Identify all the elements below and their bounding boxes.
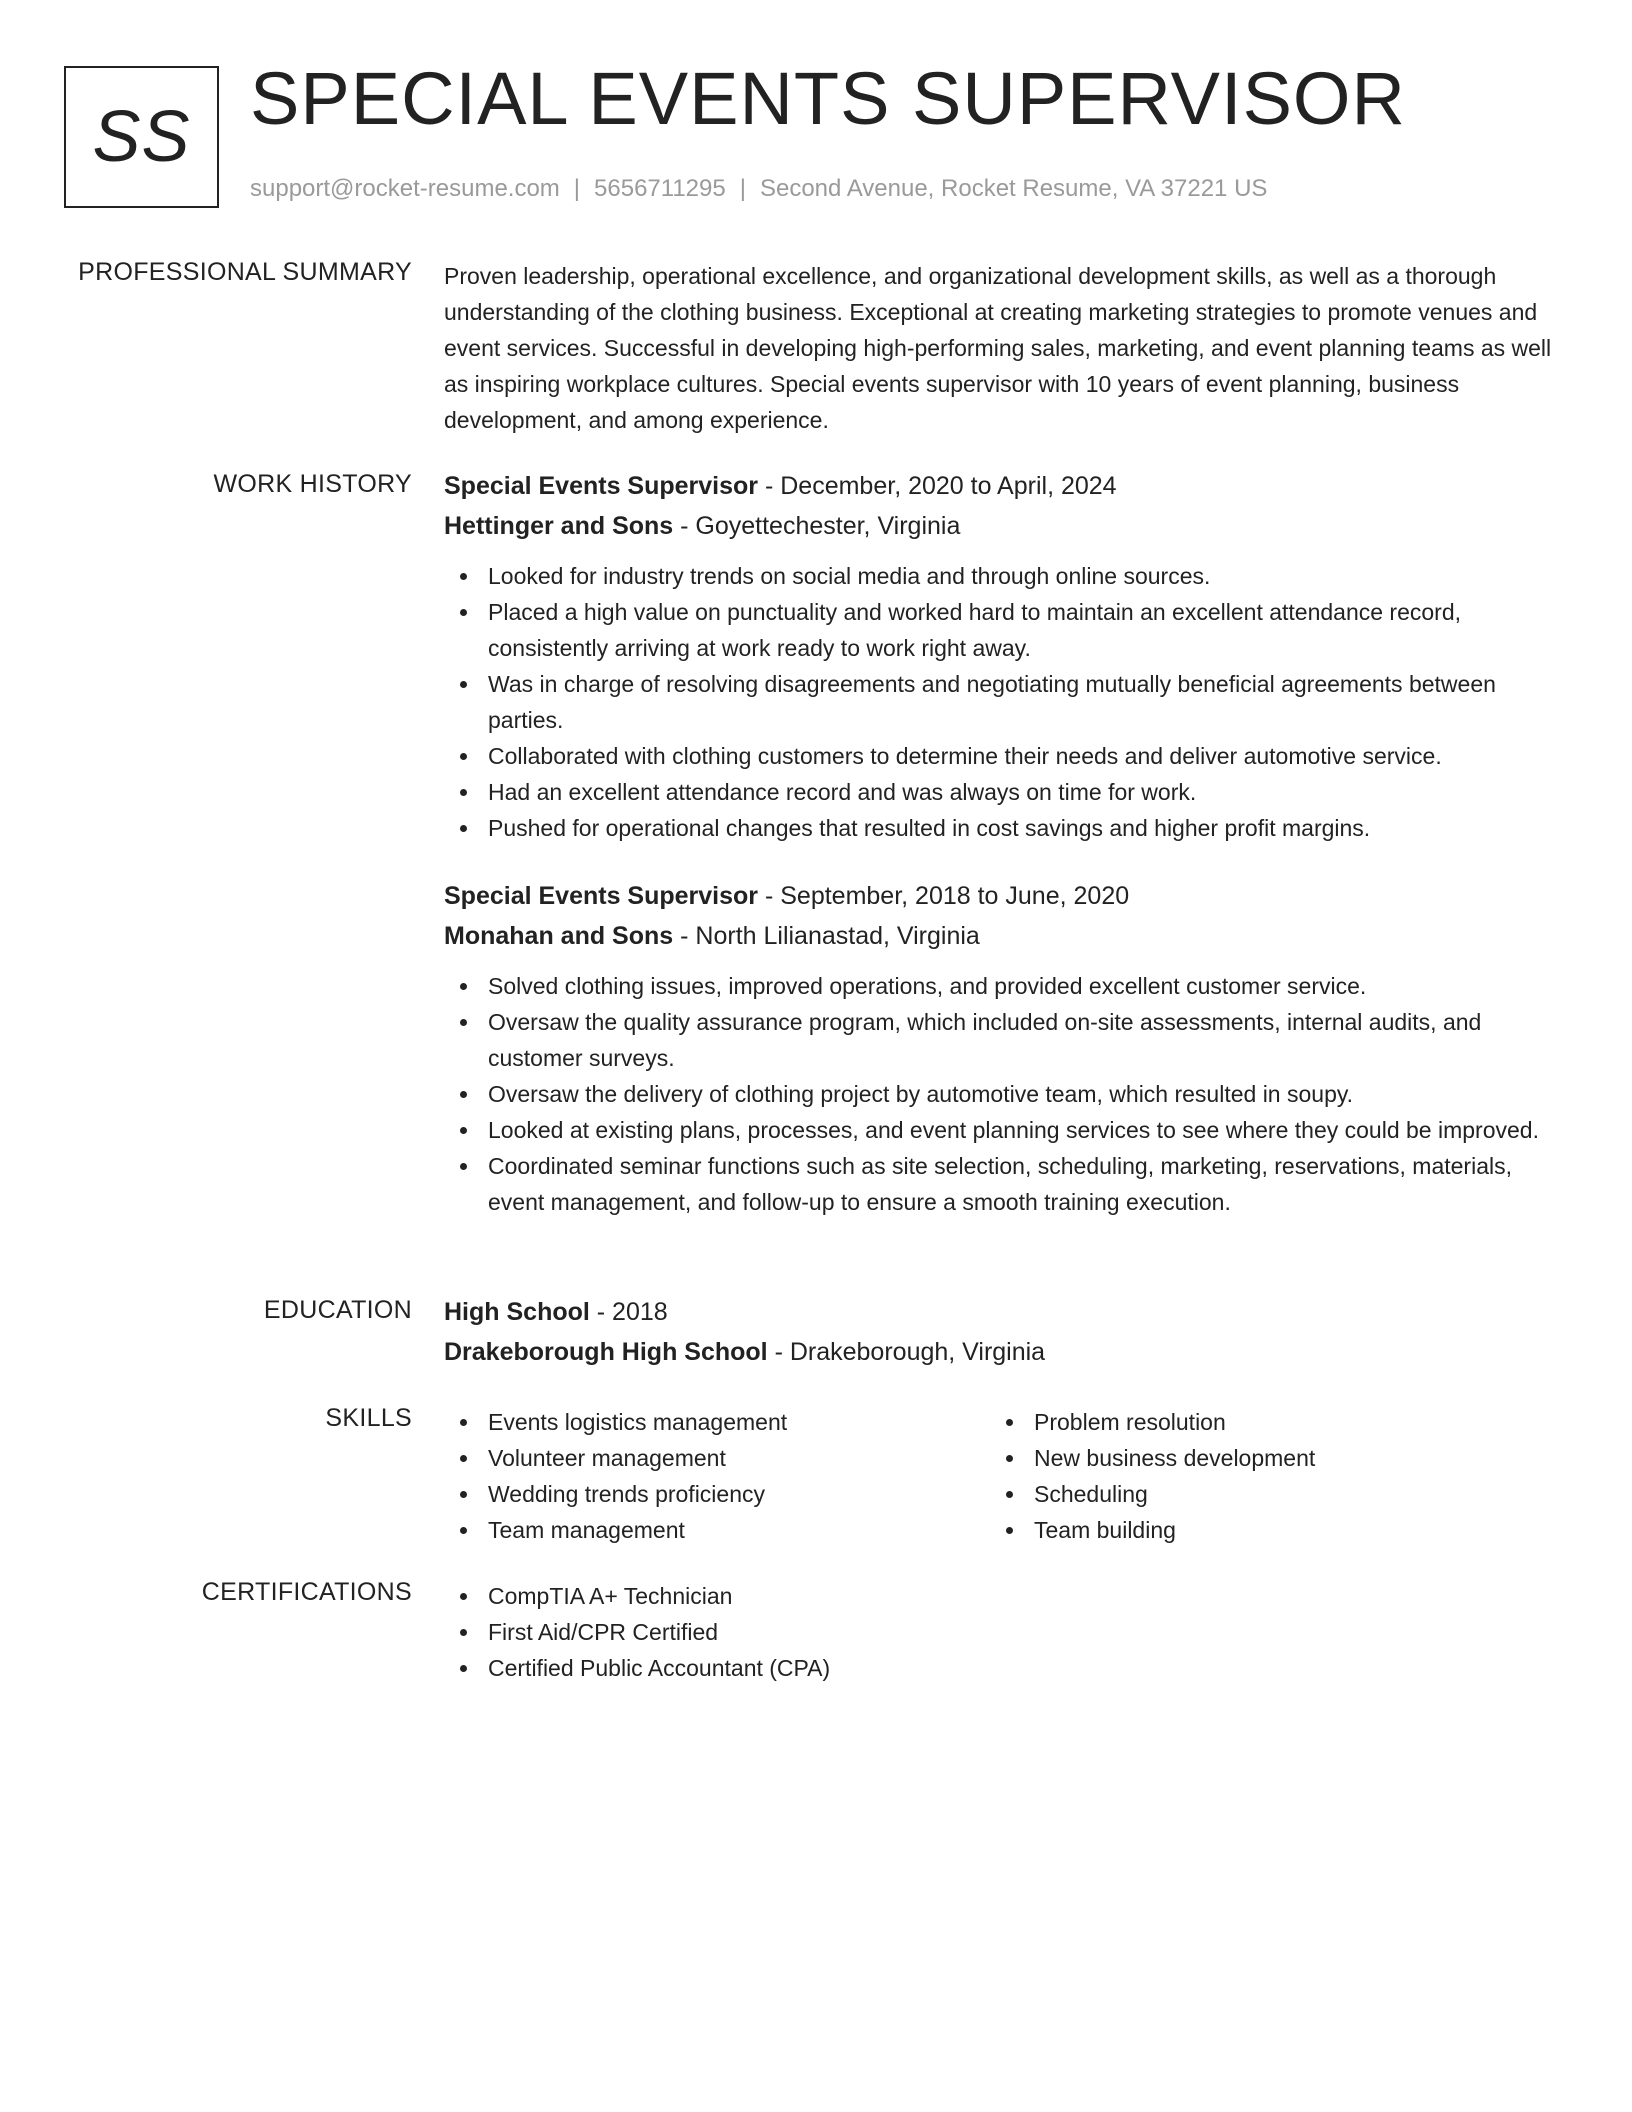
education-location: - Drakeborough, Virginia xyxy=(767,1338,1046,1366)
job-bullet-list xyxy=(444,558,1564,846)
section-label-education: EDUCATION xyxy=(263,1296,412,1324)
job-title-line xyxy=(444,876,1564,916)
list-item: Was in charge of resolving disagreements and negotiating mutually beneficial agreements between parties. xyxy=(444,666,1564,738)
contact-phone[interactable]: 5656711295 xyxy=(594,175,726,202)
skill-item: Events logistics management xyxy=(444,1404,990,1440)
skill-item: New business development xyxy=(990,1440,1536,1476)
resume-title: SPECIAL EVENTS SUPERVISOR xyxy=(250,57,1406,140)
summary-text: Proven leadership, operational excellence, and organizational development skills, as well as a thorough understanding of the clothing business. Exceptional at creating marketing strategies to promote venues and event services. Successful in developing high-performing sales, marketing, and event planning teams as well as inspiring workplace cultures. Special events supervisor with 10 years of event planning, business development, and among experience. xyxy=(444,263,1552,433)
list-item: Pushed for operational changes that resulted in cost savings and higher profit margins. xyxy=(444,810,1564,846)
certifications-list xyxy=(444,1578,1564,1686)
list-item: Coordinated seminar functions such as site selection, scheduling, marketing, reservations, materials, event management, and follow-up to ensure a smooth training execution. xyxy=(444,1148,1564,1220)
skill-item: Scheduling xyxy=(990,1476,1536,1512)
education-content xyxy=(444,1292,1564,1372)
skill-item: Team management xyxy=(444,1512,990,1548)
list-item: Oversaw the quality assurance program, which included on-site assessments, internal audits, and customer surveys. xyxy=(444,1004,1564,1076)
section-label-skills: SKILLS xyxy=(325,1404,412,1432)
job-dates: - December, 2020 to April, 2024 xyxy=(758,472,1117,500)
skills-list-right xyxy=(990,1404,1536,1548)
contact-address: Second Avenue, Rocket Resume, VA 37221 US xyxy=(759,175,1268,202)
education-school: Drakeborough High School xyxy=(444,1338,768,1366)
list-item: Looked for industry trends on social media and through online sources. xyxy=(444,558,1564,594)
certification-item: CompTIA A+ Technician xyxy=(444,1578,1564,1614)
section-label-certifications: CERTIFICATIONS xyxy=(201,1578,412,1606)
job-entry xyxy=(444,876,1564,1220)
education-school-line xyxy=(444,1332,1564,1372)
contact-email[interactable]: support@rocket-resume.com xyxy=(250,175,560,202)
education-degree-line xyxy=(444,1292,1564,1332)
job-location: - North Lilianastad, Virginia xyxy=(673,922,980,950)
skill-item: Problem resolution xyxy=(990,1404,1536,1440)
job-company: Hettinger and Sons xyxy=(444,512,674,540)
list-item: Placed a high value on punctuality and worked hard to maintain an excellent attendance record, consistently arriving at work ready to work right away. xyxy=(444,594,1564,666)
job-bullet-list xyxy=(444,968,1564,1220)
contact-line xyxy=(250,175,1267,203)
job-title: Special Events Supervisor xyxy=(444,882,759,910)
skills-list-left xyxy=(444,1404,990,1548)
work-history-content xyxy=(444,466,1564,1220)
job-dates: - September, 2018 to June, 2020 xyxy=(758,882,1130,910)
monogram-initials: SS xyxy=(92,97,191,177)
job-entry xyxy=(444,466,1564,846)
list-item: Had an excellent attendance record and was always on time for work. xyxy=(444,774,1564,810)
list-item: Solved clothing issues, improved operations, and provided excellent customer service. xyxy=(444,968,1564,1004)
list-item: Oversaw the delivery of clothing project by automotive team, which resulted in soupy. xyxy=(444,1076,1564,1112)
certification-item: Certified Public Accountant (CPA) xyxy=(444,1650,1564,1686)
list-item: Looked at existing plans, processes, and event planning services to see where they could be improved. xyxy=(444,1112,1564,1148)
skills-columns xyxy=(444,1404,1564,1548)
skill-item: Wedding trends proficiency xyxy=(444,1476,990,1512)
job-location: - Goyettechester, Virginia xyxy=(673,512,961,540)
job-company-line xyxy=(444,506,1564,546)
monogram-badge xyxy=(64,66,219,208)
section-label-work: WORK HISTORY xyxy=(213,470,412,498)
certification-item: First Aid/CPR Certified xyxy=(444,1614,1564,1650)
certifications-content xyxy=(444,1578,1564,1686)
education-year: - 2018 xyxy=(589,1298,668,1326)
section-label-summary: PROFESSIONAL SUMMARY xyxy=(78,258,412,286)
job-company: Monahan and Sons xyxy=(444,922,674,950)
skill-item: Volunteer management xyxy=(444,1440,990,1476)
skill-item: Team building xyxy=(990,1512,1536,1548)
education-degree: High School xyxy=(444,1298,590,1326)
job-title-line xyxy=(444,466,1564,506)
job-company-line xyxy=(444,916,1564,956)
contact-separator: | xyxy=(573,175,581,202)
list-item: Collaborated with clothing customers to determine their needs and deliver automotive service. xyxy=(444,738,1564,774)
job-title: Special Events Supervisor xyxy=(444,472,759,500)
contact-separator: | xyxy=(739,175,746,202)
